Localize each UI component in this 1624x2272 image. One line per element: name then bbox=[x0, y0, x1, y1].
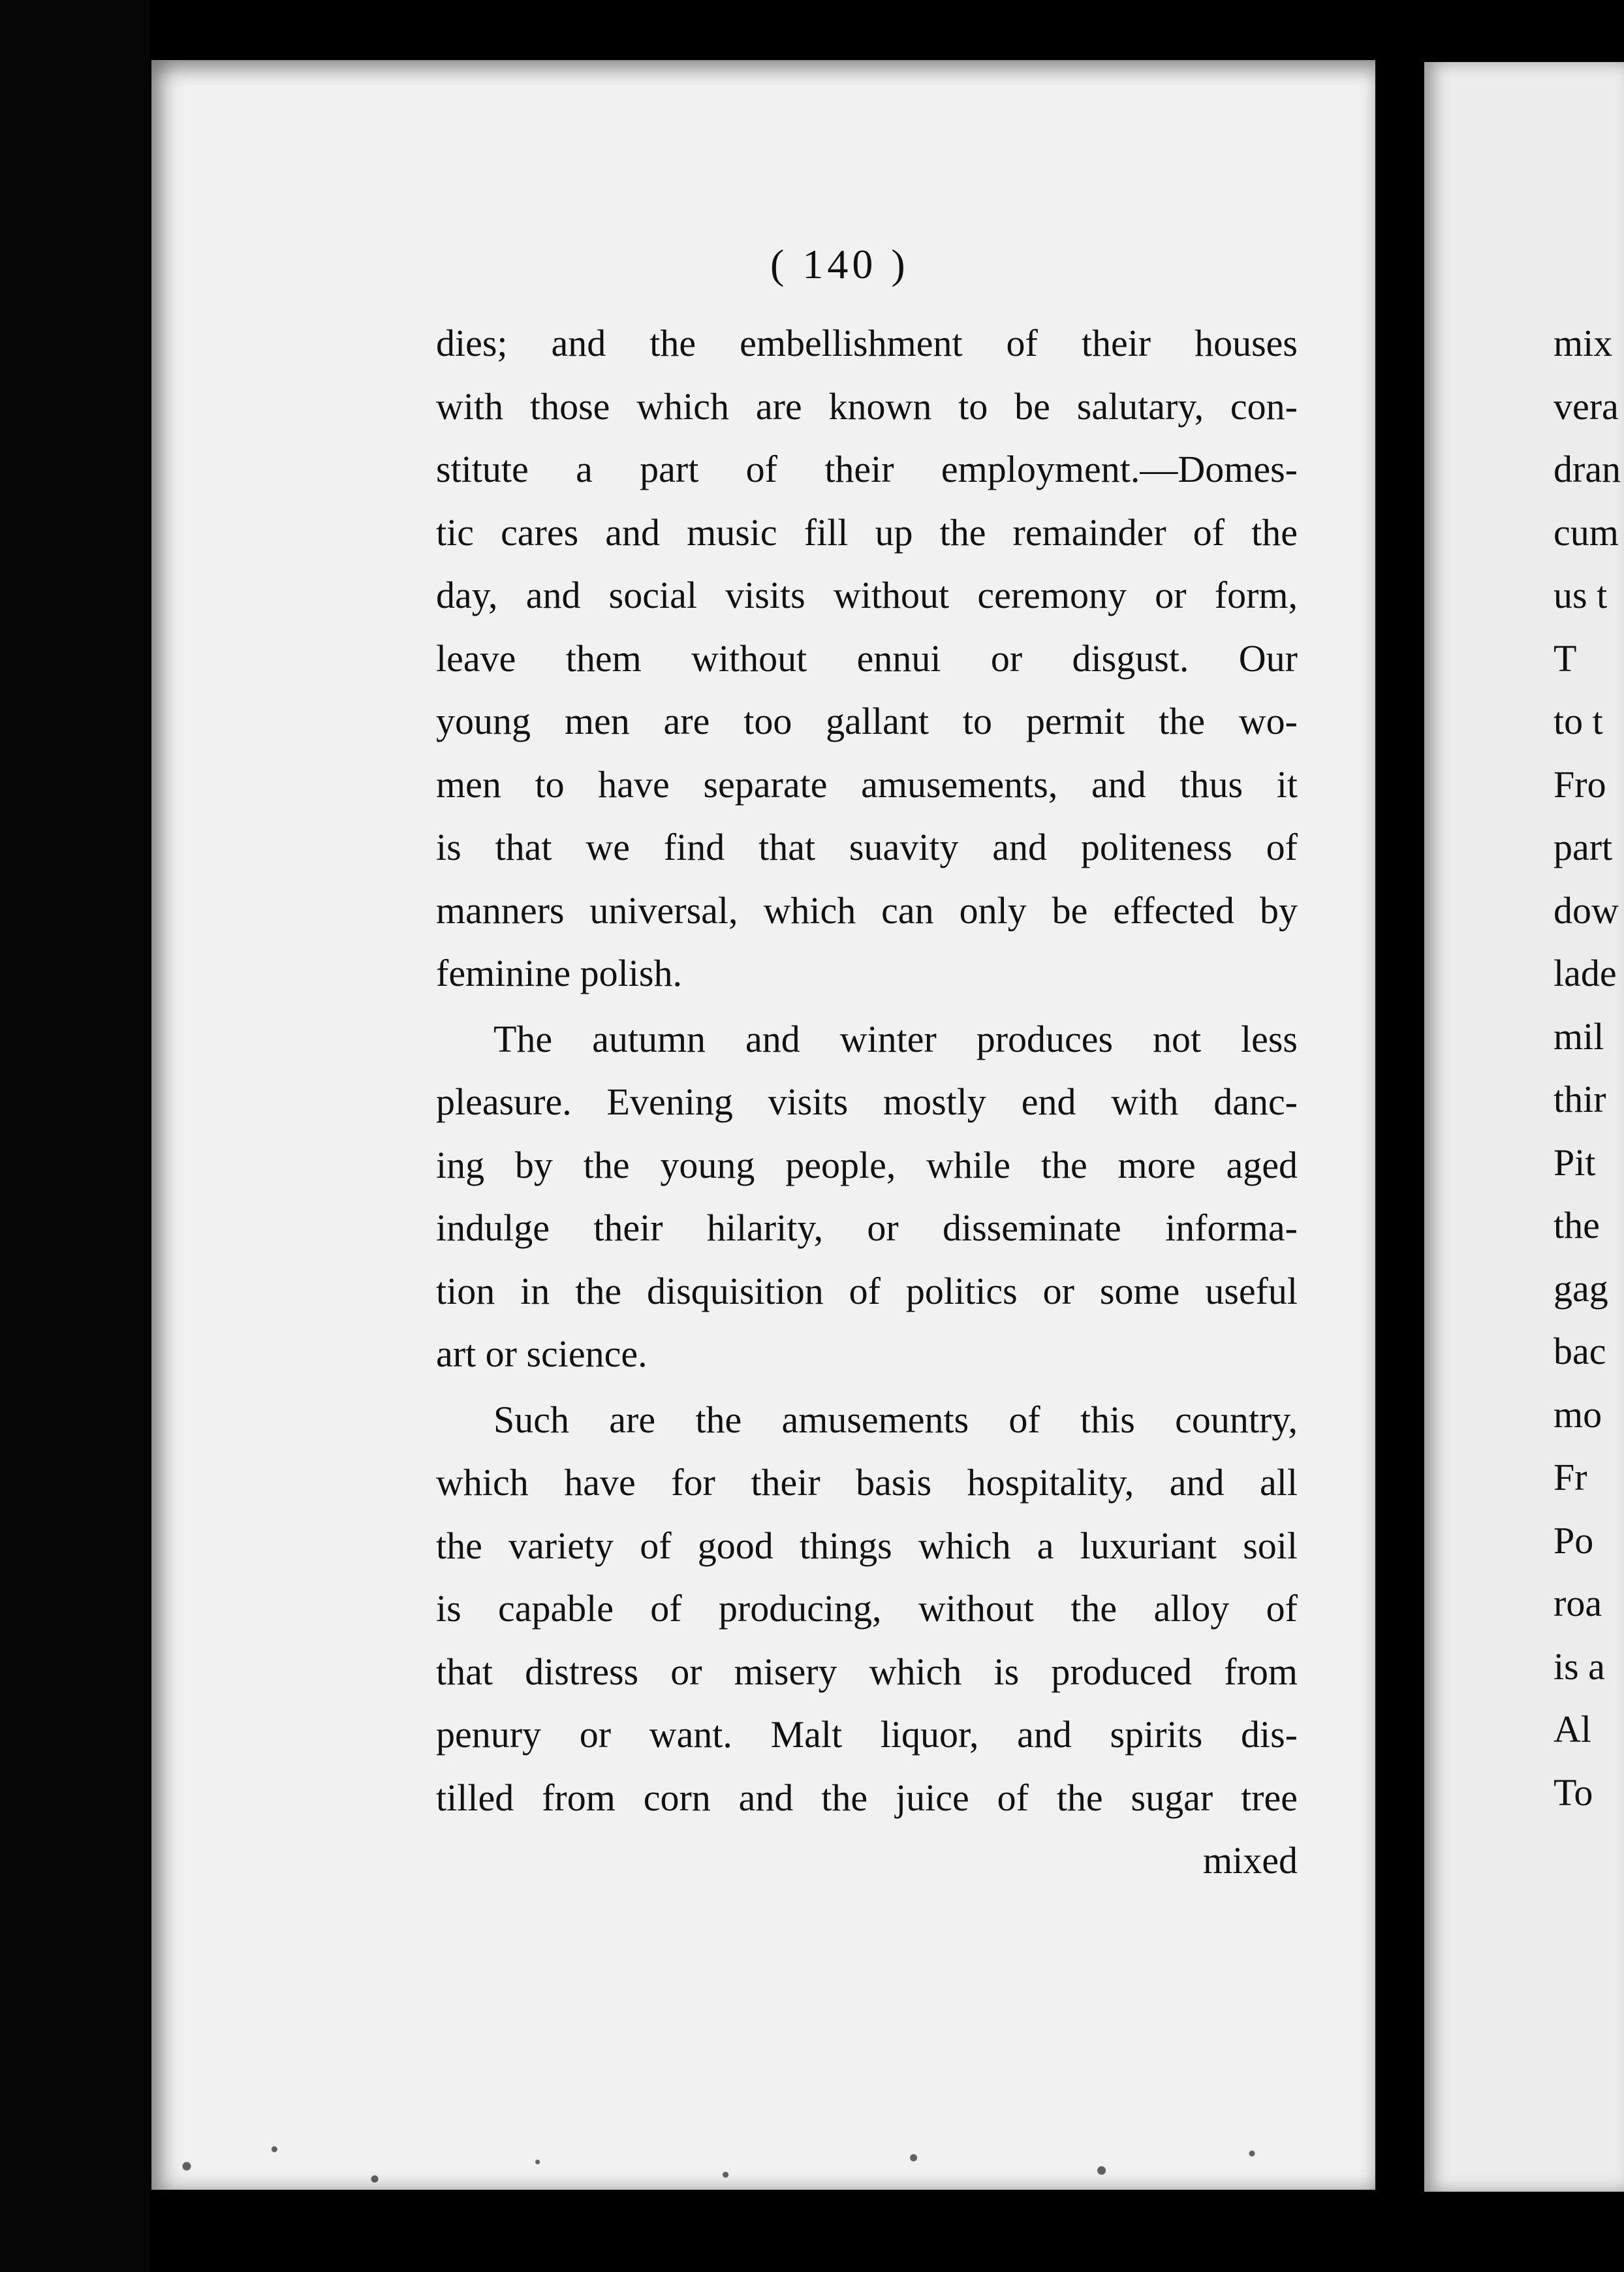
catchword: mixed bbox=[1203, 1839, 1298, 1882]
text-line: Fro bbox=[1554, 763, 1606, 806]
page-bottom-speckles bbox=[124, 2115, 1377, 2200]
text-line: dow bbox=[1554, 889, 1619, 932]
text-line: day, and social visits without ceremony or form, bbox=[436, 574, 1298, 616]
scan-background-left bbox=[0, 0, 150, 2272]
text-line: tic cares and music fill up the remainder of the bbox=[436, 511, 1298, 554]
next-page-text-fragment bbox=[1554, 312, 1624, 1824]
text-line: penury or want. Malt liquor, and spirits dis- bbox=[436, 1713, 1298, 1756]
text-line: is a bbox=[1554, 1645, 1605, 1688]
page-body-text bbox=[436, 312, 1298, 1893]
text-line: Po bbox=[1554, 1519, 1594, 1562]
text-line: with those which are known to be salutary, con- bbox=[436, 385, 1298, 428]
text-line: roa bbox=[1554, 1582, 1602, 1624]
text-line: which have for their basis hospitality, and all bbox=[436, 1461, 1298, 1504]
text-line: mil bbox=[1554, 1015, 1604, 1058]
text-line: thir bbox=[1554, 1078, 1606, 1120]
text-line: the variety of good things which a luxuriant soil bbox=[436, 1524, 1298, 1567]
text-line: is capable of producing, without the alloy of bbox=[436, 1587, 1298, 1630]
text-line: us t bbox=[1554, 574, 1608, 616]
text-line: dies; and the embellishment of their houses bbox=[436, 322, 1298, 364]
text-line: is that we find that suavity and politeness of bbox=[436, 826, 1298, 868]
text-line: To bbox=[1554, 1771, 1593, 1814]
text-line: The autumn and winter produces not less bbox=[493, 1017, 1298, 1060]
text-line: bac bbox=[1554, 1330, 1606, 1372]
text-line: men to have separate amusements, and thus it bbox=[436, 763, 1298, 806]
text-line: Al bbox=[1554, 1708, 1591, 1750]
text-line: feminine polish. bbox=[436, 952, 682, 994]
text-line: tilled from corn and the juice of the sugar tree bbox=[436, 1776, 1298, 1819]
text-line: vera bbox=[1554, 385, 1619, 428]
text-line: gag bbox=[1554, 1267, 1608, 1310]
text-line: T bbox=[1554, 637, 1577, 680]
text-line: Pit bbox=[1554, 1141, 1596, 1184]
text-line: to t bbox=[1554, 700, 1603, 742]
paragraph-1 bbox=[436, 312, 1298, 1005]
paragraph-3 bbox=[436, 1389, 1298, 1830]
paragraph-2 bbox=[436, 1008, 1298, 1386]
text-line: indulge their hilarity, or disseminate informa- bbox=[436, 1207, 1298, 1249]
text-line: mo bbox=[1554, 1393, 1602, 1436]
text-line: ing by the young people, while the more aged bbox=[436, 1143, 1298, 1186]
text-line: leave them without ennui or disgust. Our bbox=[436, 637, 1298, 680]
text-line: stitute a part of their employment.—Domes- bbox=[436, 448, 1298, 490]
text-line: pleasure. Evening visits mostly end with danc- bbox=[436, 1081, 1298, 1123]
text-line: Fr bbox=[1554, 1456, 1587, 1498]
text-line: mix bbox=[1554, 322, 1613, 364]
text-line: young men are too gallant to permit the wo- bbox=[436, 700, 1298, 742]
text-line: Such are the amusements of this country, bbox=[493, 1398, 1298, 1441]
page-number: ( 140 ) bbox=[770, 241, 909, 287]
text-line: tion in the disquisition of politics or some useful bbox=[436, 1269, 1298, 1312]
text-line: art or science. bbox=[436, 1333, 648, 1375]
text-line: cum bbox=[1554, 511, 1619, 554]
text-line: lade bbox=[1554, 952, 1617, 994]
text-line: part bbox=[1554, 826, 1613, 868]
text-line: the bbox=[1554, 1204, 1600, 1246]
text-line: that distress or misery which is produced from bbox=[436, 1650, 1298, 1693]
text-line: manners universal, which can only be effected by bbox=[436, 889, 1298, 932]
book-gutter bbox=[1377, 39, 1423, 2213]
text-line: dran bbox=[1554, 448, 1621, 490]
